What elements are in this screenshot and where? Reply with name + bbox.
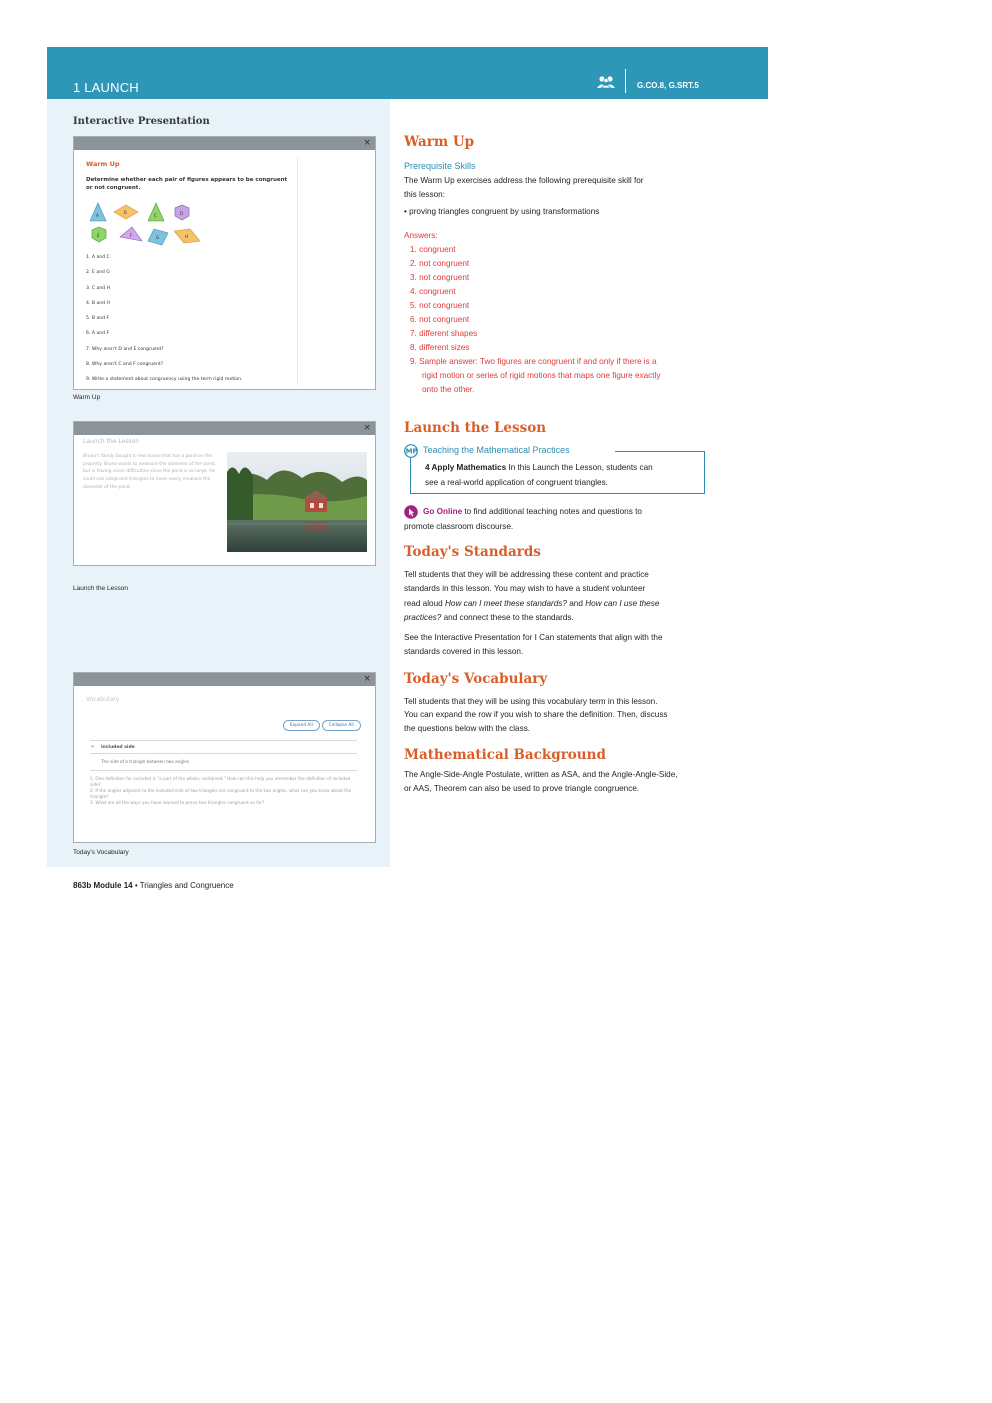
- divider: [90, 753, 357, 754]
- answer-item: 9. Sample answer: Two figures are congruent if and only if there is a: [410, 357, 657, 366]
- list-item: 1. A and C: [86, 255, 110, 260]
- answer-item: onto the other.: [422, 385, 475, 394]
- module-title: Triangles and Congruence: [139, 881, 234, 890]
- mp-practice: 4 Apply Mathematics: [425, 463, 507, 472]
- answer-item: 7. different shapes: [410, 329, 478, 338]
- list-item: 3. What are all the ways you have learned to prove two triangles congruent so far?: [90, 800, 265, 806]
- warmup-content: [80, 157, 298, 385]
- background-line: The Angle-Side-Angle Postulate, written as ASA, and the Angle-Angle-Side,: [404, 770, 678, 779]
- vocabulary-line: Tell students that they will be using this vocabulary term in this lesson.: [404, 697, 658, 706]
- list-item: 6. A and F: [86, 331, 110, 337]
- launch-shot-body: Bruno's family bought a new house that has a pond on the property. Bruno wants to measure the diameter of the pond, but is having some difficulties since the pond is so large. He could use congruent triangles to more easily measure the diameter of the pond.: [83, 454, 216, 490]
- svg-text:H: H: [185, 234, 189, 239]
- divider: [90, 770, 357, 771]
- warm-up-heading: Warm Up: [404, 134, 475, 150]
- standards-line: read aloud How can I meet these standards? and How can I use these: [404, 599, 660, 608]
- vocabulary-heading: Today's Vocabulary: [404, 671, 548, 687]
- answer-item: 4. congruent: [410, 287, 456, 296]
- svg-text:MP: MP: [405, 447, 418, 456]
- list-item: 8. Why aren't C and F congruent?: [86, 362, 164, 368]
- svg-text:B: B: [124, 210, 127, 215]
- mp-text: [425, 460, 695, 490]
- people-group-icon: [596, 75, 616, 89]
- vocab-shot-title: Vocabulary: [86, 696, 120, 703]
- svg-text:F: F: [130, 233, 133, 238]
- warm-up-intro-line2: this lesson:: [404, 190, 445, 199]
- go-online-link[interactable]: Go Online: [423, 507, 463, 516]
- warmup-caption: Warm Up: [73, 394, 101, 401]
- standards-line: See the Interactive Presentation for I Can statements that align with the: [404, 633, 663, 642]
- page-footer: 863b Module 14 • Triangles and Congruence: [73, 881, 234, 890]
- section-title: 1 LAUNCH: [73, 80, 139, 95]
- list-item: 4. B and H: [86, 300, 111, 306]
- answer-item: 5. not congruent: [410, 301, 470, 310]
- screenshot-titlebar: [74, 137, 375, 150]
- warmup-shot-title: Warm Up: [86, 160, 120, 168]
- background-heading: Mathematical Background: [404, 747, 606, 763]
- answer-item: 8. different sizes: [410, 343, 470, 352]
- standards-codes: G.CO.8, G.SRT.5: [637, 81, 699, 90]
- banner-divider: [625, 69, 626, 93]
- svg-text:A: A: [96, 213, 99, 218]
- vocab-definition: The side of a triangle between two angles.: [101, 759, 191, 764]
- divider: [90, 740, 357, 741]
- standards-line: standards covered in this lesson.: [404, 647, 524, 656]
- mp-badge-icon: [404, 444, 421, 458]
- launch-heading: Launch the Lesson: [404, 420, 547, 436]
- expand-all-button[interactable]: Expand All: [283, 720, 320, 731]
- list-item: 7. Why aren't D and E congruent?: [86, 346, 164, 352]
- svg-text:C: C: [154, 213, 157, 218]
- background-line: or AAS, Theorem can also be used to prove triangle congruence.: [404, 784, 640, 793]
- svg-text:D: D: [180, 211, 184, 216]
- svg-text:E: E: [97, 233, 100, 238]
- list-item: 3. C and H: [86, 285, 111, 291]
- answer-item: 1. congruent: [410, 245, 456, 254]
- go-online-line2: promote classroom discourse.: [404, 522, 514, 531]
- vocabulary-line: You can expand the row if you wish to share the definition. Then, discuss: [404, 710, 668, 719]
- vocabulary-line: the questions below with the class.: [404, 724, 531, 733]
- collapse-all-button[interactable]: Collapse All: [322, 720, 361, 731]
- launch-shot-title: Launch the Lesson: [83, 438, 140, 445]
- mp-text-line2: see a real-world application of congruent triangles.: [425, 478, 608, 487]
- list-item: 1. One definition for included is "a part of the whole; contained." How can this help you remember the definition of included side?: [90, 776, 351, 788]
- screenshot-titlebar: [74, 673, 375, 686]
- screenshot-titlebar: [74, 422, 375, 435]
- vocabulary-caption: Today's Vocabulary: [73, 849, 129, 856]
- vocabulary-screenshot[interactable]: [73, 672, 376, 843]
- mp-title: Teaching the Mathematical Practices: [423, 445, 570, 455]
- close-icon[interactable]: ×: [363, 138, 371, 148]
- standards-line: standards in this lesson. You may wish to have a student volunteer: [404, 584, 646, 593]
- warm-up-intro-line1: The Warm Up exercises address the following prerequisite skill for: [404, 176, 644, 185]
- standards-line: Tell students that they will be addressing these content and practice: [404, 570, 649, 579]
- go-online-line1: to find additional teaching notes and questions to: [462, 507, 642, 516]
- pond-house-photo: [227, 452, 367, 552]
- prerequisite-bullet: • proving triangles congruent by using transformations: [404, 207, 600, 216]
- svg-text:G: G: [156, 235, 160, 240]
- answer-item: 6. not congruent: [410, 315, 470, 324]
- answer-item: 3. not congruent: [410, 273, 470, 282]
- go-online-text: [404, 504, 704, 534]
- standards-line: practices? and connect these to the standards.: [404, 613, 574, 622]
- close-icon[interactable]: ×: [363, 423, 371, 433]
- answer-item: rigid motion or series of rigid motions that maps one figure exactly: [422, 371, 661, 380]
- prerequisite-skills-title: Prerequisite Skills: [404, 161, 476, 171]
- close-icon[interactable]: ×: [363, 674, 371, 684]
- interactive-presentation-panel: [47, 99, 390, 867]
- launch-caption: Launch the Lesson: [73, 585, 128, 592]
- launch-screenshot[interactable]: [73, 421, 376, 566]
- warmup-instruction: Determine whether each pair of figures appears to be congruent or not congruent.: [86, 177, 288, 192]
- interactive-presentation-heading: Interactive Presentation: [73, 116, 210, 127]
- answer-item: 2. not congruent: [410, 259, 470, 268]
- vocab-toggle-buttons: [283, 720, 363, 731]
- chevron-down-icon[interactable]: ⌄: [90, 742, 96, 749]
- standards-heading: Today's Standards: [404, 544, 541, 560]
- answers-label: Answers:: [404, 231, 438, 240]
- mp-text-line1: In this Launch the Lesson, students can: [506, 463, 653, 472]
- list-item: 5. B and F: [86, 316, 110, 322]
- vocab-term[interactable]: included side: [101, 745, 135, 750]
- warmup-screenshot[interactable]: [73, 136, 376, 390]
- section-banner: [47, 47, 768, 99]
- list-item: 9. Write a statement about congruency using the term rigid motion.: [86, 377, 243, 383]
- list-item: 2. E and G: [86, 270, 110, 276]
- list-item: 2. If the angles adjacent to the included side of two triangles are congruent to the two angles, what can you know about the triangle?: [90, 788, 352, 800]
- page-number: 863b: [73, 881, 92, 890]
- congruence-figures: [86, 201, 206, 253]
- module-label: Module 14: [93, 881, 133, 890]
- warmup-items: [86, 255, 301, 393]
- vocab-questions: [90, 776, 358, 806]
